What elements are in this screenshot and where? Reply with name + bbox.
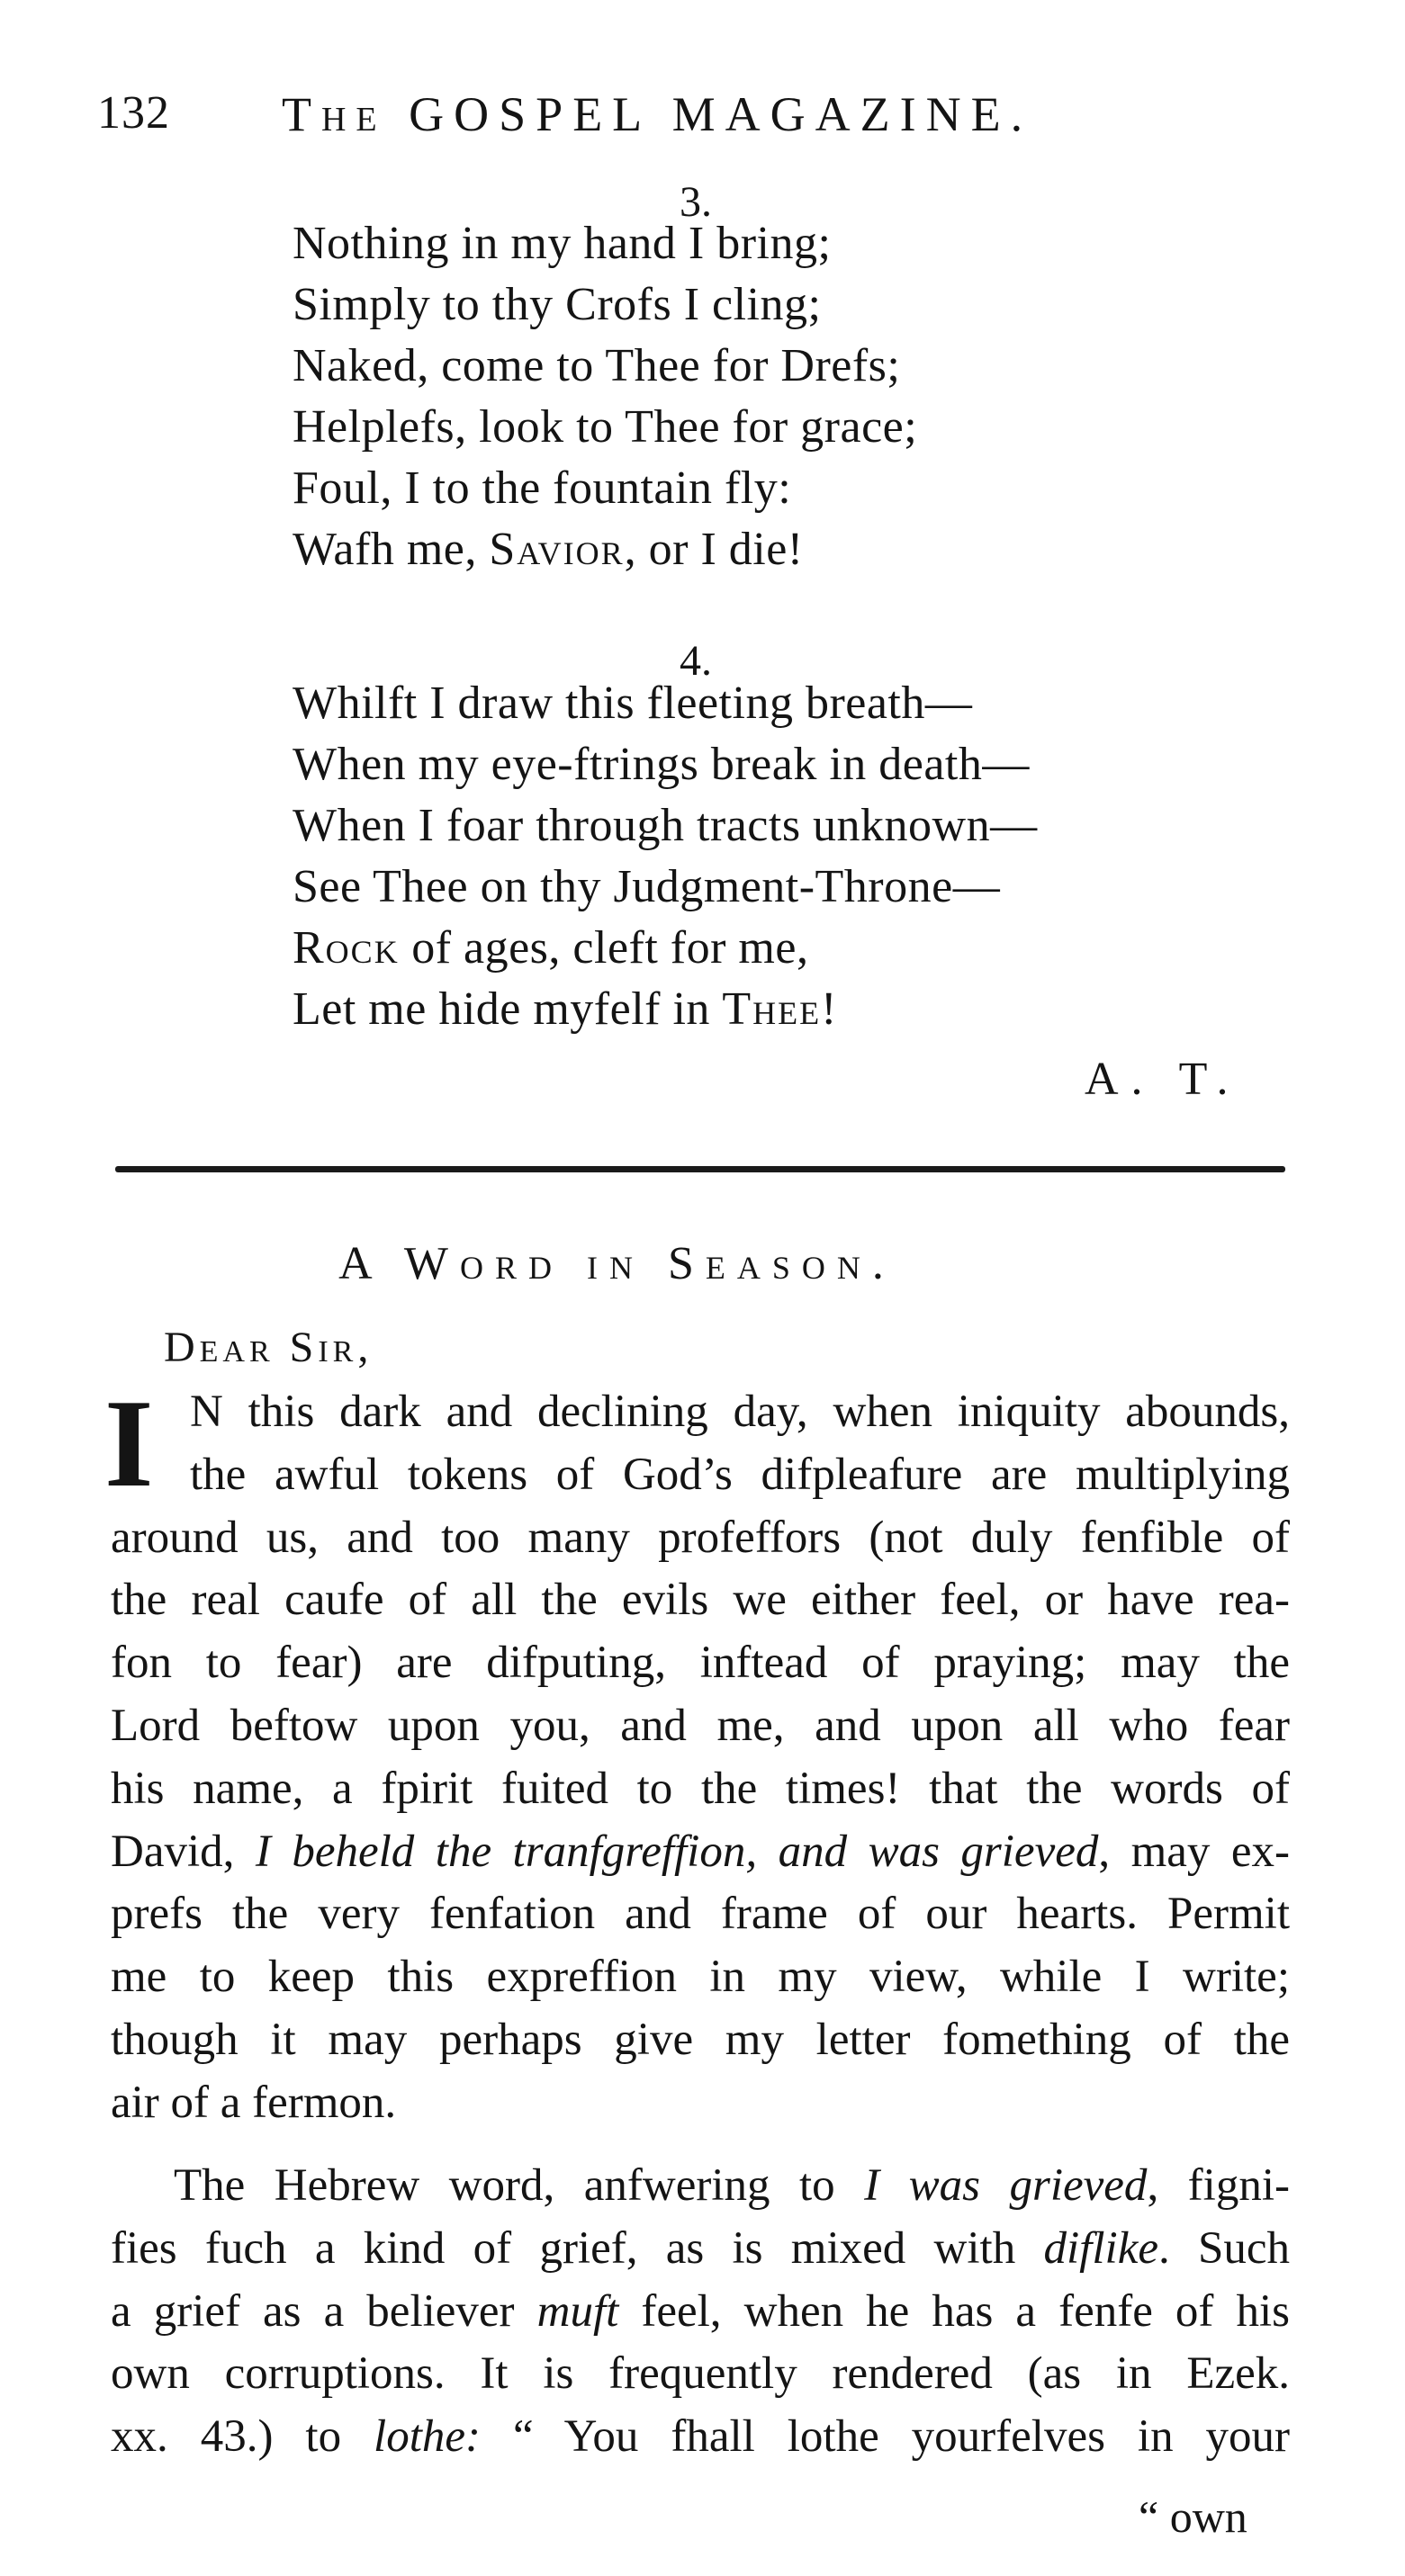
small-caps-text: Thee <box>722 983 822 1035</box>
text-line: the awful tokens of God’s difpleafure are multiplying <box>190 1449 1290 1500</box>
page-number: 132 <box>97 87 170 139</box>
verse-line: When my eye-ftrings break in death— <box>293 739 1030 790</box>
text-line: air of a fermon. <box>111 2077 397 2128</box>
verse-line: Let me hide myfelf in Thee! <box>293 983 837 1035</box>
italic-word: lothe: <box>374 2411 481 2463</box>
paragraph-2 <box>111 2155 1290 2469</box>
italic-quote: I was grieved <box>864 2160 1148 2211</box>
stanza-number: 4. <box>680 637 712 685</box>
verse-line: Rock of ages, cleft for me, <box>293 922 809 974</box>
paragraph-1 <box>111 1381 1290 2135</box>
section-divider <box>115 1166 1285 1172</box>
article-title: A Word in Season. <box>338 1238 896 1289</box>
stanza-4 <box>293 673 1038 1040</box>
verse-line: See Thee on thy Judgment-Throne— <box>293 861 1001 912</box>
text-line: own corruptions. It is frequently rendered (as in Ezek. <box>111 2348 1290 2400</box>
text-line: Lord beftow upon you, and me, and upon all who fear <box>111 1700 1290 1751</box>
verse-line: When I foar through tracts unknown— <box>293 800 1038 851</box>
text-line: fies fuch a kind of grief, as is mixed with diflike. Such <box>111 2222 1290 2274</box>
small-caps-text: Rock <box>293 922 400 974</box>
catchword: “ own <box>1139 2491 1247 2542</box>
stanza-number: 3. <box>680 178 712 226</box>
verse-line: Foul, I to the fountain fly: <box>293 462 792 514</box>
salutation: Dear Sir, <box>164 1324 374 1371</box>
italic-word: muft <box>536 2285 619 2337</box>
stanza-3 <box>293 213 917 580</box>
magazine-title: The GOSPEL MAGAZINE. <box>282 87 1033 141</box>
text-line: prefs the very fenfation and frame of our hearts. Permit <box>111 1889 1290 1940</box>
running-head <box>97 86 1177 149</box>
text-line: a grief as a believer muft feel, when he has a fenfe of his <box>111 2285 1290 2337</box>
text-line: the real caufe of all the evils we either feel, or have rea- <box>111 1575 1290 1626</box>
text-line: fon to fear) are difputing, inftead of praying; may the <box>111 1638 1290 1689</box>
verse-line: Naked, come to Thee for Drefs; <box>293 340 901 391</box>
italic-word: diflike <box>1043 2222 1158 2274</box>
text-line: around us, and too many profeffors (not duly fenfible of <box>111 1512 1290 1563</box>
hymn-signature: A. T. <box>1085 1054 1241 1105</box>
verse-line: Simply to thy Crofs I cling; <box>293 279 822 330</box>
verse-line: Nothing in my hand I bring; <box>293 218 832 269</box>
text-line: xx. 43.) to lothe: “ You fhall lothe yourfelves in your <box>111 2411 1290 2463</box>
text-line: N this dark and declining day, when iniquity abounds, <box>190 1387 1290 1437</box>
text-line: me to keep this expreffion in my view, while I write; <box>111 1952 1290 2003</box>
verse-line: Helplefs, look to Thee for grace; <box>293 401 918 453</box>
text-line: David, I beheld the tranfgreffion, and was grieved, may ex- <box>111 1826 1290 1877</box>
italic-quote: I beheld the tranfgreffion, and was grieved <box>255 1826 1099 1877</box>
text-line: The Hebrew word, anfwering to I was grieved, figni- <box>174 2160 1290 2211</box>
verse-line: Whilft I draw this fleeting breath— <box>293 678 973 729</box>
text-line: though it may perhaps give my letter fomething of the <box>111 2014 1290 2065</box>
verse-line: Wafh me, Savior, or I die! <box>293 524 804 575</box>
small-caps-text: Savior <box>489 524 625 575</box>
drop-cap: I <box>104 1374 154 1513</box>
text-line: his name, a fpirit fuited to the times! that the words of <box>111 1763 1290 1814</box>
